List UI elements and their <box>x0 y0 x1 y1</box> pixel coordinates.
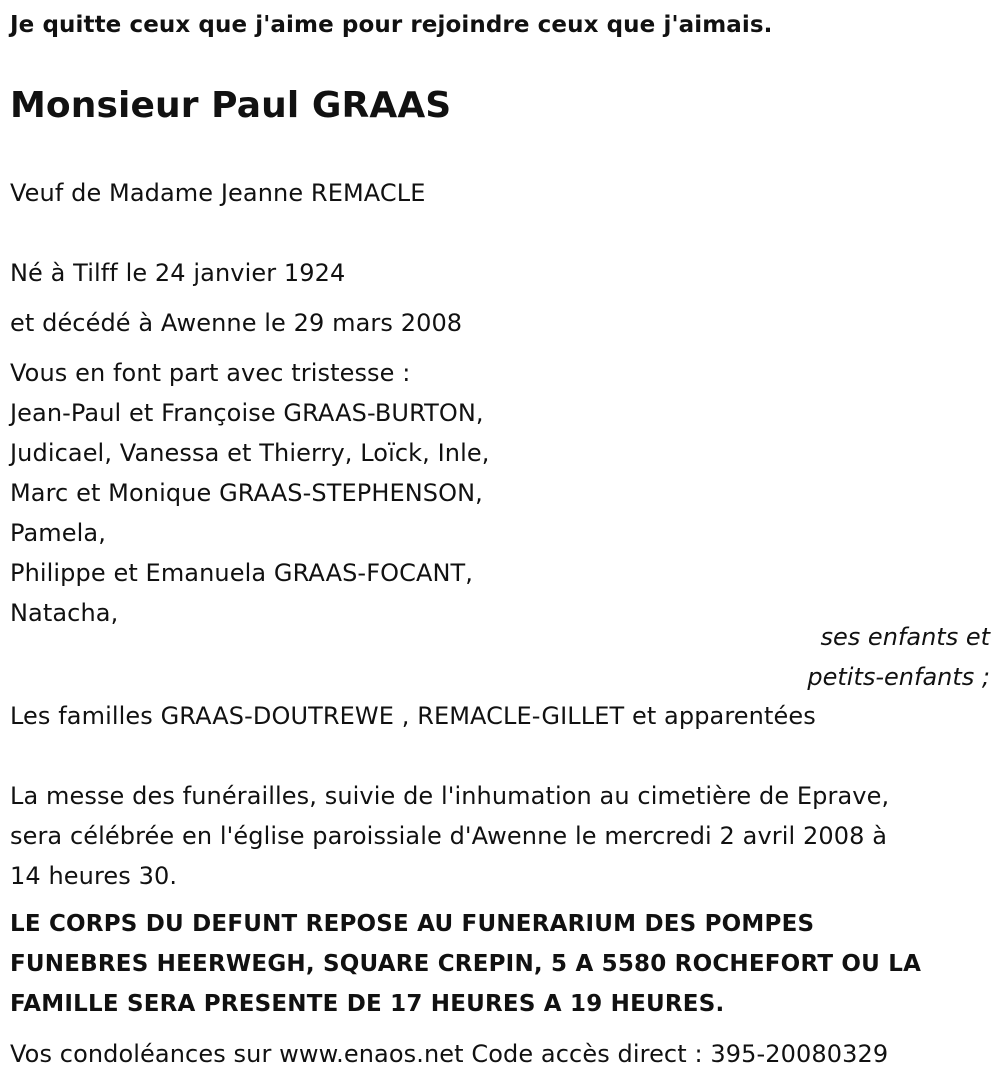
death-line: et décédé à Awenne le 29 mars 2008 <box>10 309 463 337</box>
families-line: Les familles GRAAS-DOUTREWE , REMACLE-GILLET et apparentées <box>10 702 816 730</box>
relation-line: ses enfants et <box>820 623 990 651</box>
birth-line: Né à Tilff le 24 janvier 1924 <box>10 259 346 287</box>
funeral-line: La messe des funérailles, suivie de l'inhumation au cimetière de Eprave, <box>10 782 890 810</box>
family-line: Natacha, <box>10 599 119 627</box>
repose-line: LE CORPS DU DEFUNT REPOSE AU FUNERARIUM DES POMPES <box>10 911 815 937</box>
deceased-name: Monsieur Paul GRAAS <box>10 85 452 126</box>
funeral-line: 14 heures 30. <box>10 862 178 890</box>
family-line: Jean-Paul et Françoise GRAAS-BURTON, <box>10 399 484 427</box>
family-line: Judicael, Vanessa et Thierry, Loïck, Inle, <box>10 439 490 467</box>
family-line: Philippe et Emanuela GRAAS-FOCANT, <box>10 559 474 587</box>
repose-line: FAMILLE SERA PRESENTE DE 17 HEURES A 19 HEURES. <box>10 991 725 1017</box>
condolences-line: Vos condoléances sur www.enaos.net Code accès direct : 395-20080329 <box>10 1040 889 1068</box>
funeral-line: sera célébrée en l'église paroissiale d'Awenne le mercredi 2 avril 2008 à <box>10 822 888 850</box>
announce-intro: Vous en font part avec tristesse : <box>10 359 411 387</box>
epigraph: Je quitte ceux que j'aime pour rejoindre ceux que j'aimais. <box>10 12 773 38</box>
repose-line: FUNEBRES HEERWEGH, SQUARE CREPIN, 5 A 5580 ROCHEFORT OU LA <box>10 951 922 977</box>
relation-line: petits-enfants ; <box>807 663 990 691</box>
family-line: Marc et Monique GRAAS-STEPHENSON, <box>10 479 483 507</box>
widower-line: Veuf de Madame Jeanne REMACLE <box>10 179 426 207</box>
family-line: Pamela, <box>10 519 106 547</box>
